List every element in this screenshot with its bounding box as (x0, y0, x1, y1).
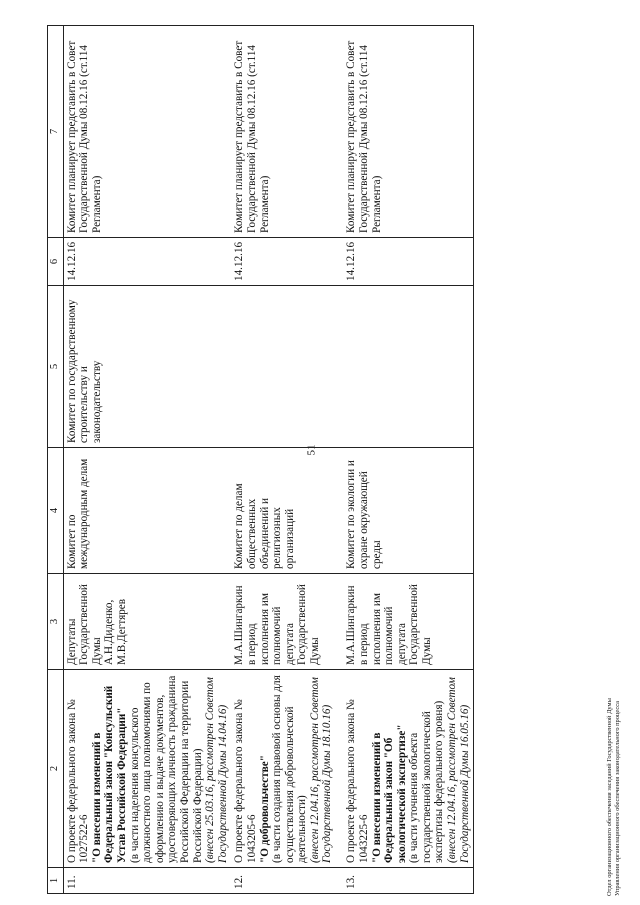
bill-title: О проекте федерального закона № 1027522-6 (65, 699, 91, 863)
date-cell: 14.12.16 (343, 238, 473, 286)
row-number: 11. (63, 868, 231, 894)
date-cell: 14.12.16 (63, 238, 231, 286)
column-header: 4 (48, 448, 64, 574)
table-row (343, 26, 473, 894)
column-header: 5 (48, 286, 64, 448)
bill-note: (внесен 12.04.16, рассмотрен Советом Государственной Думы 16.05.16) (446, 677, 471, 863)
remark-cell: Комитет планирует представить в Совет Государственной Думы 08.12.16 (ст.114 Регламента) (343, 26, 473, 238)
footer-line: Отдел организационного обеспечения заседаний Государственной Думы (606, 698, 613, 896)
responsible-committee-cell: Комитет по международным делам (63, 448, 231, 574)
column-header: 1 (48, 868, 64, 894)
column-number-row (48, 26, 64, 894)
row-number: 12. (231, 868, 343, 894)
responsible-committee-cell: Комитет по делам общественных объединений и религиозных организаций (231, 448, 343, 574)
bill-name: "О внесении изменений в Федеральный закон "Об экологической экспертизе" (370, 724, 408, 863)
page-number: 51 (305, 444, 318, 456)
co-executor-cell (231, 286, 343, 448)
responsible-committee-cell: Комитет по экологии и охране окружающей среды (343, 448, 473, 574)
row-number: 13. (343, 868, 473, 894)
bill-description (231, 670, 343, 868)
column-header: 3 (48, 574, 64, 670)
bill-scope: (в части уточнения объекта государственной экологической экспертизы федерального уровня) (408, 700, 446, 863)
bill-title: О проекте федерального закона № 1043225-6 (345, 699, 370, 863)
co-executor-cell (343, 286, 473, 448)
bill-scope: (в части создания правовой основы для осуществления добровольческой деятельности) (271, 675, 309, 863)
rotated-table-container (47, 24, 552, 894)
bill-description (63, 670, 231, 868)
table-row (63, 26, 231, 894)
column-header: 6 (48, 238, 64, 286)
bill-note: (внесен 25.03.16, рассмотрен Советом Государственной Думы 14.04.16) (204, 677, 229, 863)
remark-cell: Комитет планирует представить в Совет Государственной Думы 08.12.16 (ст.114 Регламента) (231, 26, 343, 238)
co-executor-cell: Комитет по государственному строительству и законодательству (63, 286, 231, 448)
bills-table (47, 25, 474, 894)
bill-description (343, 670, 473, 868)
bill-scope: (в части наделения консульского должностного лица полномочиями по оформлению и выдаче документов, удостоверяющих личность гражданина Российской Федерации на территории Российской Федерации) (128, 675, 204, 863)
remark-cell: Комитет планирует представить в Совет Государственной Думы 08.12.16 (ст.114 Регламента) (63, 26, 231, 238)
initiator-cell: М.А.Шингаркин в период исполнения им полномочий депутата Государственной Думы (231, 574, 343, 670)
bill-note: (внесен 12.04.16, рассмотрен Советом Государственной Думы 18.10.16) (308, 677, 334, 863)
bill-title: О проекте федерального закона № 1043205-6 (233, 699, 258, 863)
bill-name: "О внесении изменений в Федеральный закон "Консульский Устав Российской Федерации" (90, 685, 128, 863)
initiator-cell: Депутаты Государственной Думы А.Н.Диденко, М.В.Дегтярев (63, 574, 231, 670)
column-header: 2 (48, 670, 64, 868)
table-row (231, 26, 343, 894)
footer (606, 0, 622, 896)
initiator-cell: М.А.Шингаркин в период исполнения им полномочий депутата Государственной Думы (343, 574, 473, 670)
bill-name: "О добровольчестве" (258, 755, 271, 863)
column-header: 7 (48, 26, 64, 238)
date-cell: 14.12.16 (231, 238, 343, 286)
footer-line: Управления организационного обеспечения законодательного процесса (614, 701, 621, 896)
